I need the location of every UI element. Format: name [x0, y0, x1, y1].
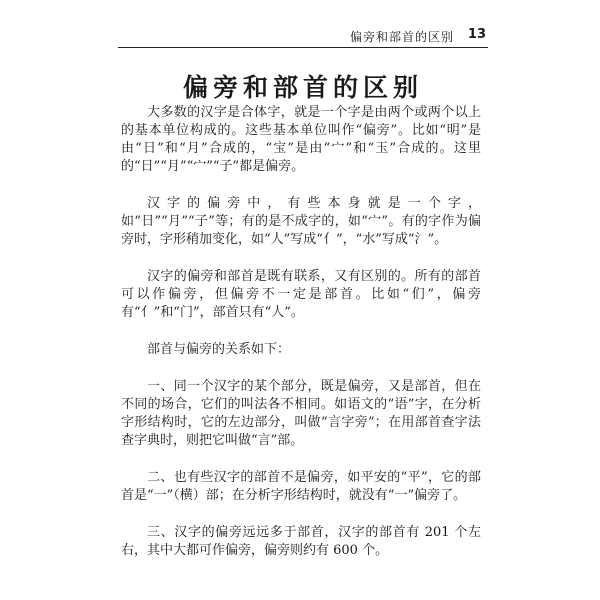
- running-header: [118, 25, 488, 48]
- paragraph-list-intro: 部首与偏旁的关系如下：: [147, 342, 291, 357]
- running-header-title: 偏旁和部首的区别: [349, 30, 454, 44]
- paragraph-relationship: 汉字的偏旁和部首是既有联系，又有区别的。所有的部首可以作偏旁，但偏旁不一定是部首。比如“们”，偏旁有“亻”和“门”，部首只有“人”。: [121, 269, 481, 320]
- page-title: 偏旁和部首的区别: [182, 73, 423, 102]
- paragraph-point-two: 二、也有些汉字的部首不是偏旁，如平安的“平”，它的部首是“一”（横）部；在分析字形结构时，就没有“一”偏旁了。: [121, 470, 481, 503]
- paragraph-point-three: 三、汉字的偏旁远远多于部首，汉字的部首有 201 个左右，其中大都可作偏旁，偏旁则约有 600 个。: [121, 525, 481, 558]
- article-body: [121, 104, 481, 579]
- paragraph-radicals-types: 汉字的偏旁中，有些本身就是一个字，如“日”“月”“子”等；有的是不成字的，如“宀”。有的字作为偏旁时，字形稍加变化，如“人”写成“亻”，“水”写成“氵”。: [121, 196, 481, 247]
- paragraph-intro: 大多数的汉字是合体字，就是一个字是由两个或两个以上的基本单位构成的。这些基本单位叫作“偏旁”。比如“明”是由“日”和“月”合成的，“宝”是由“宀”和“玉”合成的。这里的“日”“月”“宀”“子”都是偏旁。: [121, 105, 481, 174]
- paragraph-point-one: 一、同一个汉字的某个部分，既是偏旁，又是部首，但在不同的场合，它们的叫法各不相同。如语文的“语”字，在分析字形结构时，它的左边部分，叫做“言字旁”；在用部首查字法查字典时，则把它叫做“言”部。: [121, 379, 481, 448]
- page-number: 13: [467, 27, 486, 42]
